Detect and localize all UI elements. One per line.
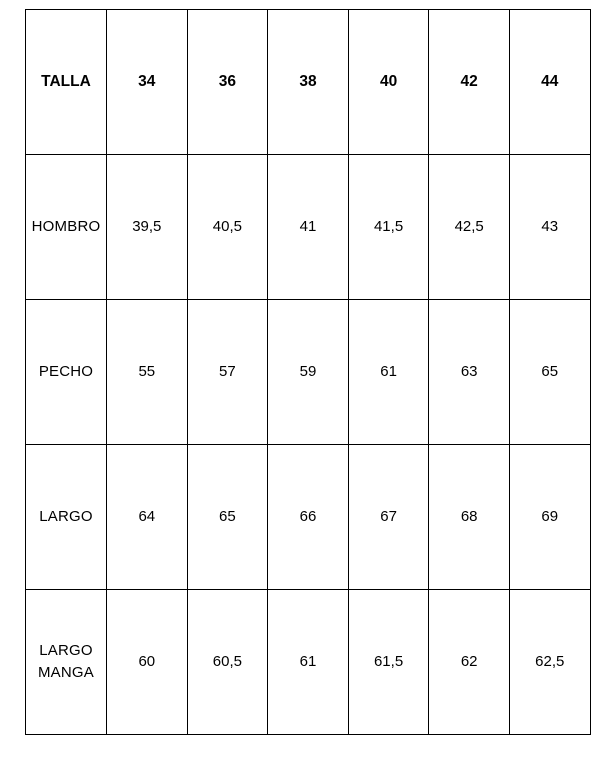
table-cell: 43 [509, 155, 590, 300]
table-cell: 55 [107, 300, 188, 445]
table-cell: 41 [268, 155, 349, 300]
table-cell: 64 [107, 445, 188, 590]
table-cell: 68 [429, 445, 510, 590]
row-label-cell [26, 155, 107, 300]
table-cell: 62,5 [509, 590, 590, 735]
table-cell: 61 [348, 300, 429, 445]
table-cell: 60,5 [187, 590, 268, 735]
table-cell: 65 [509, 300, 590, 445]
table-cell: 57 [187, 300, 268, 445]
table-cell: 60 [107, 590, 188, 735]
table-cell: 66 [268, 445, 349, 590]
table-cell: 40,5 [187, 155, 268, 300]
table-cell: 62 [429, 590, 510, 735]
table-row-largo [26, 445, 591, 590]
header-row [26, 10, 591, 155]
header-size-cell: 42 [429, 10, 510, 155]
table-cell: 61 [268, 590, 349, 735]
header-size-cell: 40 [348, 10, 429, 155]
table-cell: 42,5 [429, 155, 510, 300]
table-cell: 61,5 [348, 590, 429, 735]
table-row-largo-manga [26, 590, 591, 735]
header-size-cell: 36 [187, 10, 268, 155]
table-cell: 39,5 [107, 155, 188, 300]
table-row-hombro [26, 155, 591, 300]
table-cell: 59 [268, 300, 349, 445]
header-size-cell: 38 [268, 10, 349, 155]
row-label: HOMBRO [31, 218, 101, 235]
header-size-cell: 44 [509, 10, 590, 155]
table-cell: 65 [187, 445, 268, 590]
row-label: LARGO MANGA [37, 642, 94, 681]
row-label: LARGO [39, 508, 93, 525]
table-cell: 67 [348, 445, 429, 590]
row-label-cell [26, 590, 107, 735]
row-label-cell [26, 300, 107, 445]
header-label-cell: TALLA [26, 10, 107, 155]
row-label: PECHO [38, 363, 94, 380]
table-cell: 63 [429, 300, 510, 445]
header-size-cell: 34 [107, 10, 188, 155]
row-label-cell [26, 445, 107, 590]
size-chart-table [25, 9, 591, 735]
table-cell: 69 [509, 445, 590, 590]
table-cell: 41,5 [348, 155, 429, 300]
table-row-pecho [26, 300, 591, 445]
